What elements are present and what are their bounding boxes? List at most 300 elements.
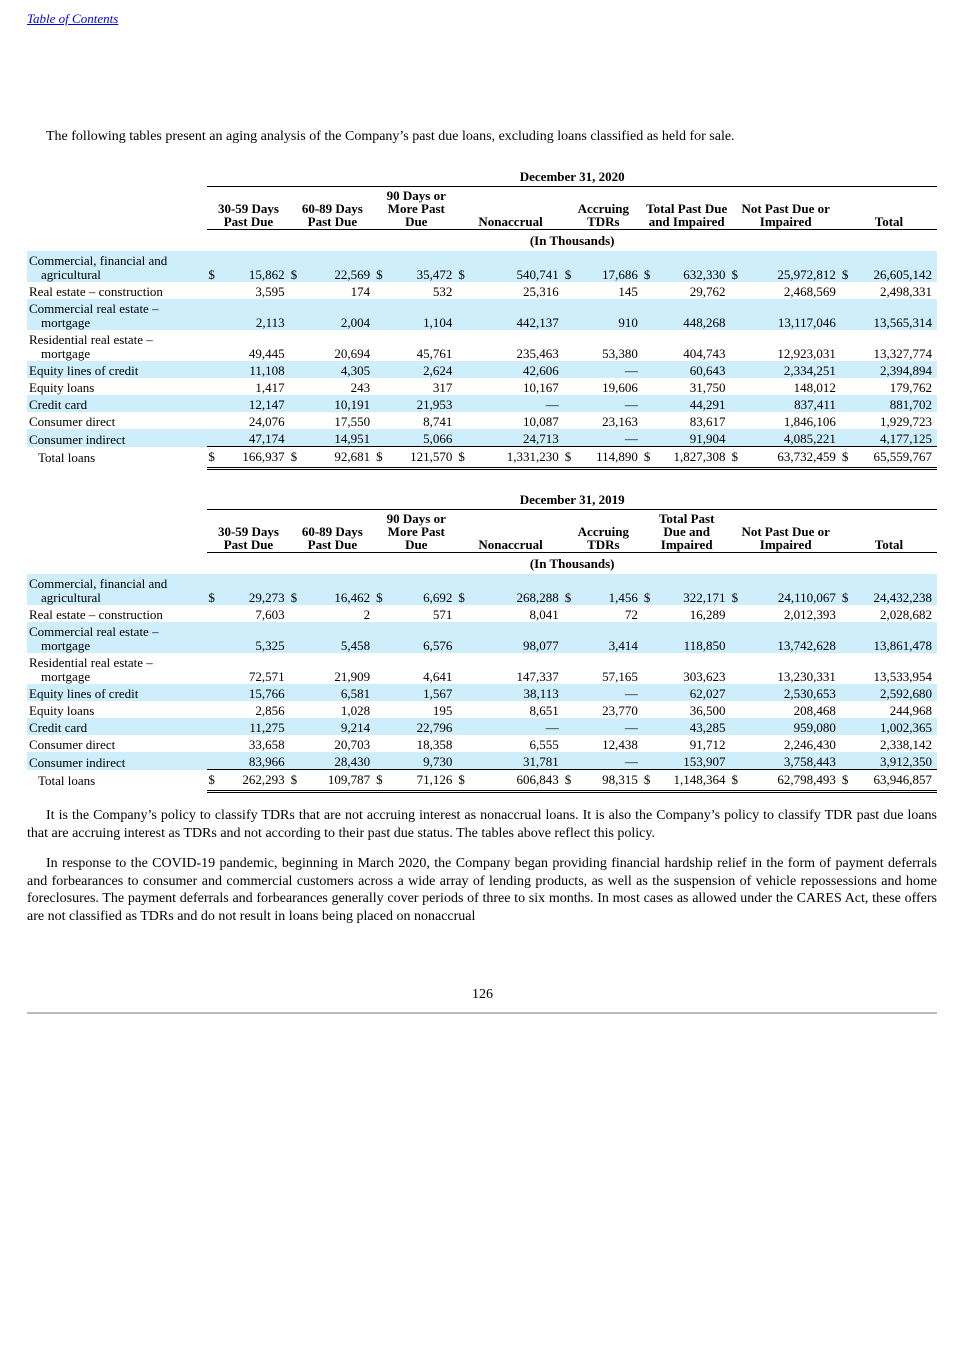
column-header	[290, 187, 375, 230]
currency-cell	[375, 378, 388, 395]
table-cell: 31,750	[689, 380, 726, 395]
table-cell: 45,761	[416, 346, 453, 361]
currency-cell: $	[841, 770, 854, 792]
currency-cell	[457, 412, 470, 429]
table-cell: 10,167	[522, 380, 559, 395]
table-cell: 26,605,142	[853, 251, 937, 282]
column-header-line: Accruing	[577, 201, 629, 216]
currency-cell	[841, 361, 854, 378]
table-cell: 25,972,812	[743, 251, 841, 282]
currency-cell	[457, 622, 470, 653]
currency-cell	[207, 378, 220, 395]
currency-cell	[207, 282, 220, 299]
currency-cell	[375, 653, 388, 684]
currency-cell	[841, 395, 854, 412]
units-row	[27, 553, 937, 575]
column-header	[375, 510, 457, 553]
table-row	[27, 684, 937, 701]
table-row	[27, 361, 937, 378]
table-cell: 5,066	[388, 429, 458, 447]
currency-cell	[841, 752, 854, 770]
table-cell: 2,028,682	[880, 607, 932, 622]
total-cell: 92,681	[302, 447, 375, 469]
table-cell: 6,555	[529, 737, 559, 752]
total-cell: 1,148,364	[655, 770, 730, 792]
table-cell: 2,624	[388, 361, 458, 378]
table-cell: 20,694	[334, 346, 371, 361]
currency-cell	[207, 395, 220, 412]
currency-cell: $	[841, 574, 854, 605]
table-cell: 13,742,628	[743, 622, 841, 653]
currency-cell	[841, 429, 854, 447]
table-cell: 540,741	[470, 251, 564, 282]
table-cell: 179,762	[889, 380, 932, 395]
currency-cell	[643, 378, 656, 395]
table-cell: 44,291	[655, 395, 730, 412]
currency-cell	[730, 395, 743, 412]
table-cell: 21,953	[388, 395, 458, 412]
currency-cell	[841, 412, 854, 429]
column-header	[841, 510, 937, 553]
row-label	[27, 653, 207, 684]
currency-cell	[564, 330, 577, 361]
currency-cell	[290, 330, 303, 361]
currency-cell: $	[290, 770, 303, 792]
currency-cell	[841, 701, 854, 718]
table-cell: 2,856	[255, 703, 285, 718]
currency-cell: $	[643, 251, 656, 282]
currency-cell	[730, 653, 743, 684]
table-cell: 15,862	[220, 251, 290, 282]
table-cell: 243	[350, 380, 371, 395]
currency-cell: $	[457, 447, 470, 469]
table-cell: 20,703	[334, 737, 371, 752]
currency-cell	[457, 605, 470, 622]
column-header	[564, 510, 643, 553]
currency-cell	[207, 361, 220, 378]
currency-cell: $	[730, 770, 743, 792]
currency-cell	[730, 718, 743, 735]
currency-cell	[564, 429, 577, 447]
column-header	[730, 187, 840, 230]
currency-cell	[457, 429, 470, 447]
column-header-line: TDRs	[587, 214, 620, 229]
currency-cell	[730, 752, 743, 770]
table-cell: 2,338,142	[880, 737, 932, 752]
currency-cell: $	[207, 770, 220, 792]
column-header-line: Impaired	[759, 537, 812, 552]
table-cell: 11,108	[220, 361, 290, 378]
currency-cell: $	[730, 251, 743, 282]
column-header-line: More Past	[387, 201, 445, 216]
total-row	[27, 447, 937, 469]
currency-cell	[207, 412, 220, 429]
currency-cell	[290, 718, 303, 735]
blank-cell	[27, 187, 207, 230]
currency-cell: $	[564, 770, 577, 792]
currency-cell	[643, 752, 656, 770]
column-header-row	[27, 510, 937, 553]
table-cell: 72	[624, 607, 638, 622]
currency-cell: $	[564, 574, 577, 605]
table-cell: 83,966	[220, 752, 290, 770]
currency-cell	[290, 653, 303, 684]
row-label-line: Residential real estate –	[29, 655, 153, 670]
table-cell: 35,472	[388, 251, 458, 282]
table-cell: 19,606	[602, 380, 638, 395]
currency-cell	[564, 622, 577, 653]
table-cell: 1,002,365	[853, 718, 937, 735]
currency-cell	[564, 605, 577, 622]
blank-cell	[27, 170, 207, 187]
currency-cell: $	[375, 251, 388, 282]
currency-cell	[457, 718, 470, 735]
table-row	[27, 412, 937, 429]
currency-cell	[643, 330, 656, 361]
table-cell: 10,087	[522, 414, 559, 429]
currency-cell	[564, 735, 577, 752]
table-cell: 91,904	[655, 429, 730, 447]
currency-cell: $	[375, 447, 388, 469]
table-cell: 23,163	[602, 414, 638, 429]
table-cell: 3,414	[576, 622, 643, 653]
currency-cell	[841, 718, 854, 735]
currency-cell	[730, 412, 743, 429]
table-cell: 2,012,393	[783, 607, 836, 622]
table-cell: 8,741	[423, 414, 453, 429]
table-row	[27, 574, 937, 605]
table-cell: 1,929,723	[880, 414, 932, 429]
table-cell: 22,796	[388, 718, 458, 735]
column-header	[207, 187, 289, 230]
currency-cell	[457, 653, 470, 684]
table-cell: 1,104	[388, 299, 458, 330]
table-cell: 14,951	[302, 429, 375, 447]
currency-cell	[841, 622, 854, 653]
currency-cell: $	[290, 574, 303, 605]
table-cell: —	[576, 429, 643, 447]
currency-cell	[207, 622, 220, 653]
row-label	[27, 251, 207, 282]
currency-cell	[375, 412, 388, 429]
currency-cell	[457, 361, 470, 378]
row-label-line: Credit card	[29, 720, 88, 735]
currency-cell	[290, 752, 303, 770]
currency-cell	[290, 684, 303, 701]
row-label	[27, 395, 207, 412]
currency-cell	[841, 299, 854, 330]
currency-cell	[290, 622, 303, 653]
row-label-line: Credit card	[29, 397, 88, 412]
row-label	[27, 622, 207, 653]
table-cell: 11,275	[220, 718, 290, 735]
row-label	[27, 684, 207, 701]
column-header	[564, 187, 643, 230]
column-header-line: More Past	[387, 524, 445, 539]
table-cell: 2,334,251	[743, 361, 841, 378]
column-header-line: 90 Days or	[386, 188, 446, 203]
table-cell: 2	[363, 607, 371, 622]
blank-cell	[27, 493, 207, 510]
row-label-line: Equity lines of credit	[29, 686, 139, 701]
currency-cell	[643, 718, 656, 735]
currency-cell	[643, 282, 656, 299]
column-header	[643, 510, 731, 553]
blank-cell	[27, 553, 207, 575]
currency-cell	[207, 429, 220, 447]
row-label-line: Commercial real estate –	[29, 624, 159, 639]
table-cell: 244,968	[889, 703, 932, 718]
total-cell: 63,946,857	[853, 770, 937, 792]
currency-cell	[457, 395, 470, 412]
table-cell: 5,458	[302, 622, 375, 653]
column-header-line: 60-89 Days	[301, 201, 363, 216]
currency-cell	[841, 735, 854, 752]
currency-cell	[643, 429, 656, 447]
currency-cell	[564, 701, 577, 718]
table-row	[27, 395, 937, 412]
table-cell: 2,498,331	[880, 284, 932, 299]
currency-cell	[730, 701, 743, 718]
total-cell: 63,732,459	[743, 447, 841, 469]
currency-cell	[457, 684, 470, 701]
table-cell: 2,113	[220, 299, 290, 330]
currency-cell	[375, 605, 388, 622]
total-cell: 166,937	[220, 447, 290, 469]
table-row	[27, 701, 937, 718]
table-cell: —	[576, 395, 643, 412]
table-cell: 303,623	[683, 669, 726, 684]
column-header	[730, 510, 840, 553]
currency-cell	[730, 605, 743, 622]
currency-cell	[643, 701, 656, 718]
row-label	[27, 429, 207, 447]
table-row	[27, 429, 937, 447]
row-label-line: Real estate – construction	[29, 607, 163, 622]
row-label	[27, 735, 207, 752]
currency-cell	[564, 361, 577, 378]
row-label	[27, 701, 207, 718]
table-cell: 3,595	[255, 284, 285, 299]
currency-cell: $	[207, 574, 220, 605]
currency-cell	[564, 412, 577, 429]
currency-cell	[457, 282, 470, 299]
currency-cell	[730, 622, 743, 653]
row-label	[27, 574, 207, 605]
row-label-line: Equity loans	[29, 380, 95, 395]
column-header-row	[27, 187, 937, 230]
period-title: December 31, 2019	[207, 493, 937, 510]
total-cell: 62,798,493	[743, 770, 841, 792]
currency-cell	[730, 378, 743, 395]
footer-divider	[27, 1012, 937, 1014]
table-row	[27, 622, 937, 653]
table-cell: 881,702	[853, 395, 937, 412]
currency-cell	[643, 653, 656, 684]
table-cell: 98,077	[470, 622, 564, 653]
column-header-line: Total	[874, 537, 904, 552]
column-header	[375, 187, 457, 230]
table-cell: 22,569	[302, 251, 375, 282]
currency-cell	[375, 429, 388, 447]
row-label	[27, 330, 207, 361]
total-cell: 71,126	[388, 770, 458, 792]
row-label	[27, 752, 207, 770]
table-of-contents-link[interactable]: Table of Contents	[27, 11, 119, 26]
table-cell: 12,923,031	[777, 346, 836, 361]
table-cell: 16,289	[689, 607, 726, 622]
period-header-row	[27, 170, 937, 187]
table-cell: 36,500	[689, 703, 726, 718]
table-cell: 837,411	[743, 395, 841, 412]
currency-cell: $	[457, 574, 470, 605]
currency-cell	[375, 701, 388, 718]
currency-cell	[207, 653, 220, 684]
blank-cell	[27, 230, 207, 252]
table-cell: 404,743	[683, 346, 726, 361]
row-label-line: Consumer indirect	[29, 431, 126, 447]
table-cell: 5,325	[220, 622, 290, 653]
table-cell: 13,327,774	[873, 346, 932, 361]
column-header-line: and Impaired	[648, 214, 725, 229]
column-header-line: Due and	[663, 524, 710, 539]
currency-cell	[841, 330, 854, 361]
table-cell: 24,432,238	[853, 574, 937, 605]
currency-cell	[643, 735, 656, 752]
table-cell: 43,285	[655, 718, 730, 735]
column-header-line: Impaired	[759, 214, 812, 229]
currency-cell	[375, 282, 388, 299]
row-label-line: Consumer direct	[29, 414, 116, 429]
table-cell: 442,137	[470, 299, 564, 330]
table-cell: 322,171	[655, 574, 730, 605]
table-cell: 83,617	[689, 414, 726, 429]
table-cell: 72,571	[248, 669, 285, 684]
intro-text: The following tables present an aging analysis of the Company’s past due loans, excluding loans classified as held for sale.	[46, 129, 735, 144]
total-row	[27, 770, 937, 792]
table-cell: 13,533,954	[873, 669, 932, 684]
row-label	[27, 299, 207, 330]
table-cell: 9,214	[302, 718, 375, 735]
total-label: Total loans	[38, 772, 96, 788]
table-cell: 235,463	[516, 346, 559, 361]
column-header	[643, 187, 731, 230]
column-header	[457, 510, 563, 553]
total-cell: 98,315	[576, 770, 643, 792]
currency-cell	[375, 299, 388, 330]
total-cell: 65,559,767	[853, 447, 937, 469]
currency-cell	[730, 361, 743, 378]
currency-cell: $	[841, 251, 854, 282]
row-label-line: Equity loans	[29, 703, 95, 718]
table-cell: 4,085,221	[743, 429, 841, 447]
currency-cell	[375, 752, 388, 770]
currency-cell	[290, 735, 303, 752]
table-cell: 38,113	[470, 684, 564, 701]
row-label-line: agricultural	[41, 267, 101, 282]
currency-cell	[730, 299, 743, 330]
currency-cell: $	[564, 251, 577, 282]
table-row	[27, 605, 937, 622]
table-cell: —	[576, 752, 643, 770]
table-cell: 13,117,046	[743, 299, 841, 330]
currency-cell	[643, 684, 656, 701]
column-header-line: Nonaccrual	[478, 214, 543, 229]
row-label-line: Consumer indirect	[29, 754, 126, 770]
table-cell: 10,191	[302, 395, 375, 412]
table-cell: 1,456	[576, 574, 643, 605]
column-header	[457, 187, 563, 230]
currency-cell	[643, 412, 656, 429]
currency-cell: $	[207, 447, 220, 469]
currency-cell	[841, 282, 854, 299]
currency-cell	[457, 299, 470, 330]
table-cell: 2,530,653	[743, 684, 841, 701]
column-header-line: 60-89 Days	[301, 524, 363, 539]
currency-cell	[643, 395, 656, 412]
table-cell: 42,606	[470, 361, 564, 378]
currency-cell	[564, 718, 577, 735]
currency-cell: $	[207, 251, 220, 282]
currency-cell	[290, 378, 303, 395]
currency-cell: $	[643, 447, 656, 469]
table-cell: 13,861,478	[853, 622, 937, 653]
column-header	[841, 187, 937, 230]
column-header-line: Nonaccrual	[478, 537, 543, 552]
total-label: Total loans	[38, 449, 96, 465]
table-cell: 910	[576, 299, 643, 330]
table-cell: 16,462	[302, 574, 375, 605]
table-cell: —	[470, 718, 564, 735]
currency-cell	[290, 395, 303, 412]
currency-cell	[564, 378, 577, 395]
table-cell: 632,330	[655, 251, 730, 282]
row-label-line: Commercial, financial and	[29, 253, 168, 268]
currency-cell	[375, 684, 388, 701]
row-label-line: mortgage	[41, 315, 91, 330]
period-header-row	[27, 493, 937, 510]
table-cell: 31,781	[470, 752, 564, 770]
table-row	[27, 653, 937, 684]
row-label-line: Residential real estate –	[29, 332, 153, 347]
table-cell: 571	[432, 607, 453, 622]
table-cell: 17,550	[334, 414, 371, 429]
table-cell: 6,581	[302, 684, 375, 701]
currency-cell	[290, 361, 303, 378]
currency-cell	[375, 622, 388, 653]
column-header-line: Not Past Due or	[741, 524, 830, 539]
currency-cell: $	[730, 574, 743, 605]
currency-cell	[207, 752, 220, 770]
table-cell: 29,762	[689, 284, 726, 299]
table-cell: 57,165	[602, 669, 638, 684]
currency-cell	[207, 718, 220, 735]
total-cell: 606,843	[470, 770, 564, 792]
table-cell: 15,766	[220, 684, 290, 701]
row-label-line: Equity lines of credit	[29, 363, 139, 378]
table-cell: 208,468	[793, 703, 836, 718]
row-label	[27, 378, 207, 395]
column-header-line: Past Due	[307, 537, 358, 552]
currency-cell	[564, 684, 577, 701]
table-cell: 153,907	[655, 752, 730, 770]
currency-cell	[643, 622, 656, 653]
total-cell: 114,890	[576, 447, 643, 469]
table-row	[27, 718, 937, 735]
currency-cell	[290, 701, 303, 718]
currency-cell	[841, 605, 854, 622]
currency-cell: $	[375, 770, 388, 792]
